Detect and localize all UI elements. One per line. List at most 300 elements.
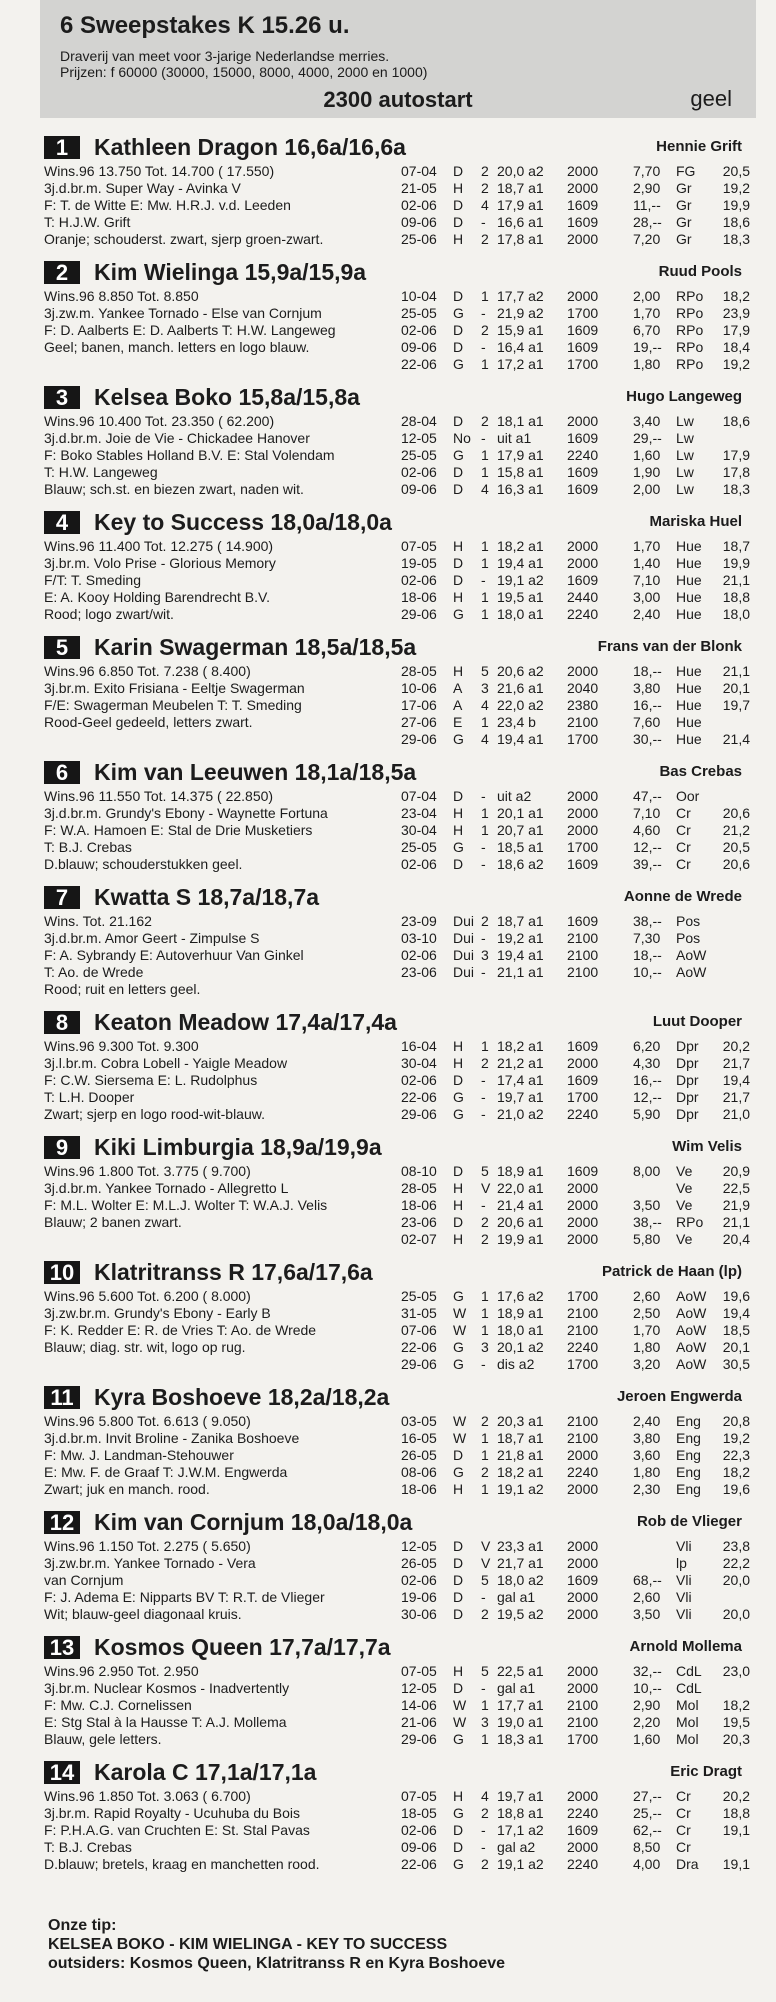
start-time: 22,0 a2 xyxy=(497,697,544,713)
start-row xyxy=(401,1305,756,1322)
start-date: 07-05 xyxy=(401,1663,437,1679)
info-line: Wins. Tot. 21.162 xyxy=(44,913,152,929)
start-dist: 1700 xyxy=(567,731,599,747)
info-line: Wins.96 5.600 Tot. 6.200 ( 8.000) xyxy=(44,1288,251,1304)
start-date: 12-05 xyxy=(401,1680,437,1696)
start-date: 25-06 xyxy=(401,231,437,247)
recent-starts xyxy=(401,1538,756,1623)
start-dist: 2000 xyxy=(567,1606,599,1622)
start-odds: 3,60 xyxy=(633,1447,661,1463)
start-row xyxy=(401,1589,756,1606)
start-code: D xyxy=(453,1214,464,1230)
horse-name: Karola C 17,1a/17,1a xyxy=(94,1759,317,1785)
info-line: 3j.d.br.m. Invit Broline - Zanika Boshoeve xyxy=(44,1430,300,1446)
recent-starts xyxy=(401,1163,756,1248)
start-date: 22-06 xyxy=(401,1089,437,1105)
start-number: 11 xyxy=(44,1386,80,1409)
start-time: 21,1 a1 xyxy=(497,964,544,980)
start-km: 23,9 xyxy=(722,305,750,321)
start-pos: - xyxy=(481,1589,486,1605)
start-date: 09-06 xyxy=(401,1839,437,1855)
start-odds: 2,60 xyxy=(633,1589,661,1605)
start-odds: 10,-- xyxy=(633,964,662,980)
start-time: 19,9 a1 xyxy=(497,1231,544,1247)
start-trainer: Gr xyxy=(676,197,692,213)
info-line: F: D. Aalberts E: D. Aalberts T: H.W. Langeweg xyxy=(44,322,336,338)
start-trainer: Hue xyxy=(676,714,702,730)
start-row xyxy=(401,788,756,805)
start-code: D xyxy=(453,1680,464,1696)
start-pos: 1 xyxy=(481,538,489,554)
start-dist: 1609 xyxy=(567,1072,599,1088)
start-odds: 16,-- xyxy=(633,697,662,713)
start-date: 03-05 xyxy=(401,1413,437,1429)
horse-entry xyxy=(40,1759,756,1885)
start-row xyxy=(401,839,756,856)
start-odds: 6,70 xyxy=(633,322,661,338)
start-date: 18-06 xyxy=(401,1481,437,1497)
start-odds: 1,70 xyxy=(633,538,661,554)
start-odds: 1,80 xyxy=(633,1464,661,1480)
start-pos: V xyxy=(481,1555,491,1571)
horse-name: Kwatta S 18,7a/18,7a xyxy=(94,884,320,910)
info-line: 3j.d.br.m. Joie de Vie - Chickadee Hanover xyxy=(44,430,310,446)
start-time: 19,4 a1 xyxy=(497,555,544,571)
start-code: H xyxy=(453,1038,464,1054)
start-odds: 4,60 xyxy=(633,822,661,838)
start-dist: 2100 xyxy=(567,930,599,946)
start-number: 7 xyxy=(44,886,80,909)
start-odds: 2,20 xyxy=(633,1714,661,1730)
start-odds: 3,40 xyxy=(633,413,661,429)
horse-info xyxy=(44,163,404,248)
start-time: 19,4 a1 xyxy=(497,947,544,963)
info-line: E: Mw. F. de Graaf T: J.W.M. Engwerda xyxy=(44,1464,288,1480)
start-date: 09-06 xyxy=(401,481,437,497)
start-pos: 1 xyxy=(481,1038,489,1054)
info-line: T: B.J. Crebas xyxy=(44,839,132,855)
start-time: 18,7 a1 xyxy=(497,1430,544,1446)
start-row xyxy=(401,1356,756,1373)
horse-entry xyxy=(40,1509,756,1635)
start-time: 21,0 a2 xyxy=(497,1106,544,1122)
start-km: 19,6 xyxy=(722,1288,750,1304)
info-line: F: P.H.A.G. van Cruchten E: St. Stal Pavas xyxy=(44,1822,310,1838)
start-code: W xyxy=(453,1714,467,1730)
start-odds: 2,90 xyxy=(633,180,661,196)
start-code: D xyxy=(453,339,464,355)
recent-starts xyxy=(401,1288,756,1373)
start-row xyxy=(401,1697,756,1714)
start-row xyxy=(401,697,756,714)
start-trainer: Dpr xyxy=(676,1038,699,1054)
start-odds: 1,70 xyxy=(633,305,661,321)
start-date: 30-06 xyxy=(401,1606,437,1622)
start-pos: 1 xyxy=(481,1288,489,1304)
start-row xyxy=(401,1839,756,1856)
start-row xyxy=(401,1106,756,1123)
start-dist: 2100 xyxy=(567,964,599,980)
info-line: 3j.d.br.m. Amor Geert - Zimpulse S xyxy=(44,930,260,946)
start-row xyxy=(401,1231,756,1248)
start-dist: 2000 xyxy=(567,822,599,838)
start-dist: 2240 xyxy=(567,1339,599,1355)
start-trainer: RPo xyxy=(676,322,704,338)
start-km: 22,3 xyxy=(722,1447,750,1463)
start-dist: 2000 xyxy=(567,180,599,196)
start-km: 21,1 xyxy=(722,572,750,588)
start-row xyxy=(401,964,756,981)
start-pos: 1 xyxy=(481,606,489,622)
start-date: 16-04 xyxy=(401,1038,437,1054)
start-trainer: Cr xyxy=(676,1839,691,1855)
start-pos: 1 xyxy=(481,822,489,838)
start-dist: 2100 xyxy=(567,1305,599,1321)
start-date: 29-06 xyxy=(401,606,437,622)
start-code: G xyxy=(453,1288,464,1304)
start-pos: 2 xyxy=(481,1606,489,1622)
start-trainer: Lw xyxy=(676,481,694,497)
info-line: Blauw; 2 banen zwart. xyxy=(44,1214,182,1230)
start-code: H xyxy=(453,663,464,679)
start-odds: 1,90 xyxy=(633,464,661,480)
start-date: 26-05 xyxy=(401,1447,437,1463)
driver-name: Bas Crebas xyxy=(659,763,742,780)
start-odds: 3,50 xyxy=(633,1606,661,1622)
start-pos: 2 xyxy=(481,1231,489,1247)
recent-starts xyxy=(401,1663,756,1748)
start-dist: 2000 xyxy=(567,1481,599,1497)
start-time: 16,3 a1 xyxy=(497,481,544,497)
start-time: 18,2 a1 xyxy=(497,1038,544,1054)
start-dist: 1609 xyxy=(567,1163,599,1179)
start-dist: 2240 xyxy=(567,1106,599,1122)
start-time: 18,6 a2 xyxy=(497,856,544,872)
info-line: Rood; ruit en letters geel. xyxy=(44,981,201,997)
start-odds: 3,20 xyxy=(633,1356,661,1372)
info-line: E: Stg Stal à la Hausse T: A.J. Mollema xyxy=(44,1714,287,1730)
recent-starts xyxy=(401,1788,756,1873)
start-odds: 3,80 xyxy=(633,1430,661,1446)
horse-name: Kathleen Dragon 16,6a/16,6a xyxy=(94,134,406,160)
start-time: 18,1 a1 xyxy=(497,413,544,429)
start-time: 23,3 a1 xyxy=(497,1538,544,1554)
info-line: F: W.A. Hamoen E: Stal de Drie Musketiers xyxy=(44,822,313,838)
start-row xyxy=(401,1430,756,1447)
start-pos: - xyxy=(481,339,486,355)
start-code: H xyxy=(453,1663,464,1679)
horse-entry xyxy=(40,1634,756,1760)
start-date: 28-04 xyxy=(401,413,437,429)
start-trainer: Eng xyxy=(676,1464,701,1480)
info-line: Wins.96 13.750 Tot. 14.700 ( 17.550) xyxy=(44,163,275,179)
start-trainer: AoW xyxy=(676,1356,707,1372)
start-km: 20,4 xyxy=(722,1231,750,1247)
start-row xyxy=(401,1038,756,1055)
start-code: D xyxy=(453,1589,464,1605)
horse-info xyxy=(44,1288,404,1356)
start-date: 07-04 xyxy=(401,163,437,179)
start-pos: 2 xyxy=(481,1055,489,1071)
start-date: 23-06 xyxy=(401,964,437,980)
info-line: Wins.96 5.800 Tot. 6.613 ( 9.050) xyxy=(44,1413,251,1429)
horse-entry xyxy=(40,884,756,1010)
start-km: 20,3 xyxy=(722,1731,750,1747)
start-dist: 1609 xyxy=(567,913,599,929)
driver-name: Arnold Mollema xyxy=(629,1638,742,1655)
start-time: 17,7 a2 xyxy=(497,288,544,304)
horse-info xyxy=(44,1663,404,1748)
start-date: 09-06 xyxy=(401,339,437,355)
start-km: 19,6 xyxy=(722,1481,750,1497)
race-start-type: 2300 autostart xyxy=(323,87,473,112)
info-line: Wins.96 6.850 Tot. 7.238 ( 8.400) xyxy=(44,663,251,679)
start-odds: 3,00 xyxy=(633,589,661,605)
start-km: 19,7 xyxy=(722,697,750,713)
start-pos: - xyxy=(481,572,486,588)
start-trainer: Gr xyxy=(676,214,692,230)
start-pos: 4 xyxy=(481,197,489,213)
recent-starts xyxy=(401,538,756,623)
start-date: 22-06 xyxy=(401,1856,437,1872)
start-pos: 2 xyxy=(481,1413,489,1429)
start-dist: 2040 xyxy=(567,680,599,696)
start-trainer: Vli xyxy=(676,1572,692,1588)
start-odds: 8,50 xyxy=(633,1839,661,1855)
info-line: F: A. Sybrandy E: Autoverhuur Van Ginkel xyxy=(44,947,304,963)
start-row xyxy=(401,589,756,606)
horse-entry xyxy=(40,134,756,260)
start-time: 20,6 a2 xyxy=(497,663,544,679)
start-row xyxy=(401,1288,756,1305)
start-pos: - xyxy=(481,930,486,946)
start-time: 21,6 a1 xyxy=(497,680,544,696)
start-km: 19,1 xyxy=(722,1856,750,1872)
start-pos: 1 xyxy=(481,1697,489,1713)
start-dist: 1609 xyxy=(567,856,599,872)
info-line: F: Mw. J. Landman-Stehouwer xyxy=(44,1447,234,1463)
start-odds: 2,30 xyxy=(633,1481,661,1497)
start-trainer: AoW xyxy=(676,964,707,980)
start-dist: 2000 xyxy=(567,538,599,554)
start-km: 17,9 xyxy=(722,447,750,463)
start-pos: V xyxy=(481,1180,491,1196)
start-dist: 2240 xyxy=(567,447,599,463)
start-pos: - xyxy=(481,1072,486,1088)
start-row xyxy=(401,680,756,697)
info-line: Wins.96 1.800 Tot. 3.775 ( 9.700) xyxy=(44,1163,251,1179)
start-trainer: Dpr xyxy=(676,1106,699,1122)
start-time: 21,9 a2 xyxy=(497,305,544,321)
start-pos: 3 xyxy=(481,1714,489,1730)
horse-info xyxy=(44,913,404,998)
start-date: 14-06 xyxy=(401,1697,437,1713)
start-time: 17,1 a2 xyxy=(497,1822,544,1838)
start-number: 2 xyxy=(44,261,80,284)
start-time: 17,9 a1 xyxy=(497,447,544,463)
start-pos: 2 xyxy=(481,1805,489,1821)
start-trainer: Mol xyxy=(676,1714,699,1730)
start-date: 25-05 xyxy=(401,839,437,855)
start-dist: 2000 xyxy=(567,1197,599,1213)
start-trainer: Cr xyxy=(676,839,691,855)
start-number: 14 xyxy=(44,1761,80,1784)
start-number: 8 xyxy=(44,1011,80,1034)
start-km: 18,4 xyxy=(722,339,750,355)
start-pos: 5 xyxy=(481,1163,489,1179)
start-km: 18,2 xyxy=(722,1697,750,1713)
start-time: 19,7 a1 xyxy=(497,1788,544,1804)
start-time: 19,7 a1 xyxy=(497,1089,544,1105)
driver-name: Hugo Langeweg xyxy=(626,388,742,405)
start-trainer: Cr xyxy=(676,856,691,872)
start-km: 19,2 xyxy=(722,356,750,372)
driver-name: Eric Dragt xyxy=(670,1763,742,1780)
start-time: 17,4 a1 xyxy=(497,1072,544,1088)
start-odds: 68,-- xyxy=(633,1572,662,1588)
start-pos: - xyxy=(481,214,486,230)
start-time: 17,6 a2 xyxy=(497,1288,544,1304)
start-dist: 2000 xyxy=(567,1680,599,1696)
start-date: 18-05 xyxy=(401,1805,437,1821)
start-dist: 2240 xyxy=(567,606,599,622)
start-km: 21,2 xyxy=(722,822,750,838)
start-km: 23,0 xyxy=(722,1663,750,1679)
start-dist: 2000 xyxy=(567,1663,599,1679)
horse-name: Key to Success 18,0a/18,0a xyxy=(94,509,392,535)
info-line: 3j.d.br.m. Grundy's Ebony - Waynette Fortuna xyxy=(44,805,328,821)
info-line: T: H.J.W. Grift xyxy=(44,214,131,230)
start-date: 19-05 xyxy=(401,555,437,571)
start-km: 30,5 xyxy=(722,1356,750,1372)
start-odds: 27,-- xyxy=(633,1788,662,1804)
start-pos: 2 xyxy=(481,1214,489,1230)
start-date: 02-06 xyxy=(401,464,437,480)
horse-info xyxy=(44,1163,404,1231)
start-odds: 3,80 xyxy=(633,680,661,696)
start-time: 21,2 a1 xyxy=(497,1055,544,1071)
start-dist: 1609 xyxy=(567,1038,599,1054)
horse-name: Kyra Boshoeve 18,2a/18,2a xyxy=(94,1384,390,1410)
info-line: 3j.l.br.m. Cobra Lobell - Yaigle Meadow xyxy=(44,1055,288,1071)
start-km: 21,9 xyxy=(722,1197,750,1213)
start-code: G xyxy=(453,606,464,622)
start-row xyxy=(401,555,756,572)
start-time: 21,8 a1 xyxy=(497,1447,544,1463)
start-row xyxy=(401,447,756,464)
start-code: D xyxy=(453,163,464,179)
info-line: 3j.zw.br.m. Yankee Tornado - Vera xyxy=(44,1555,256,1571)
start-pos: 1 xyxy=(481,356,489,372)
start-odds: 7,20 xyxy=(633,231,661,247)
start-pos: - xyxy=(481,1822,486,1838)
info-line: Geel; banen, manch. letters en logo blauw. xyxy=(44,339,310,355)
start-code: A xyxy=(453,680,463,696)
start-dist: 1609 xyxy=(567,572,599,588)
start-date: 22-06 xyxy=(401,356,437,372)
info-line: D.blauw; bretels, kraag en manchetten rood. xyxy=(44,1856,320,1872)
start-time: 20,1 a1 xyxy=(497,805,544,821)
race-colour: geel xyxy=(690,86,732,111)
start-dist: 1609 xyxy=(567,1572,599,1588)
start-pos: 3 xyxy=(481,680,489,696)
start-pos: 4 xyxy=(481,1788,489,1804)
start-pos: 2 xyxy=(481,1464,489,1480)
start-code: D xyxy=(453,1538,464,1554)
start-code: G xyxy=(453,839,464,855)
start-code: H xyxy=(453,538,464,554)
start-odds: 8,00 xyxy=(633,1163,661,1179)
start-date: 30-04 xyxy=(401,822,437,838)
start-row xyxy=(401,481,756,498)
start-dist: 2000 xyxy=(567,1839,599,1855)
start-row xyxy=(401,930,756,947)
start-row xyxy=(401,464,756,481)
start-dist: 2440 xyxy=(567,589,599,605)
start-km: 20,9 xyxy=(722,1163,750,1179)
start-date: 29-06 xyxy=(401,1356,437,1372)
start-time: 18,9 a1 xyxy=(497,1163,544,1179)
start-code: G xyxy=(453,1339,464,1355)
start-trainer: Mol xyxy=(676,1697,699,1713)
start-km: 20,0 xyxy=(722,1606,750,1622)
start-date: 29-06 xyxy=(401,731,437,747)
start-time: 15,8 a1 xyxy=(497,464,544,480)
recent-starts xyxy=(401,163,756,248)
horse-info xyxy=(44,413,404,498)
horse-entry xyxy=(40,1134,756,1260)
tip-picks: KELSEA BOKO - KIM WIELINGA - KEY TO SUCCESS xyxy=(48,1936,448,1953)
start-dist: 2000 xyxy=(567,163,599,179)
start-row xyxy=(401,1555,756,1572)
start-trainer: Eng xyxy=(676,1413,701,1429)
info-line: F: Boko Stables Holland B.V. E: Stal Volendam xyxy=(44,447,335,463)
start-code: Dui xyxy=(453,930,475,946)
start-date: 12-05 xyxy=(401,1538,437,1554)
start-km: 18,7 xyxy=(722,538,750,554)
start-km: 19,9 xyxy=(722,555,750,571)
start-trainer: Cr xyxy=(676,805,691,821)
start-time: 18,0 a1 xyxy=(497,606,544,622)
start-time: gal a2 xyxy=(497,1839,536,1855)
start-trainer: RPo xyxy=(676,339,704,355)
start-row xyxy=(401,1538,756,1555)
info-line: T: B.J. Crebas xyxy=(44,1839,132,1855)
start-row xyxy=(401,197,756,214)
start-odds: 2,40 xyxy=(633,606,661,622)
start-date: 07-04 xyxy=(401,788,437,804)
start-code: D xyxy=(453,197,464,213)
start-pos: 5 xyxy=(481,1663,489,1679)
start-code: D xyxy=(453,1072,464,1088)
start-odds: 16,-- xyxy=(633,1072,662,1088)
start-km: 19,9 xyxy=(722,197,750,213)
start-code: G xyxy=(453,1805,464,1821)
start-code: G xyxy=(453,1356,464,1372)
start-odds: 7,70 xyxy=(633,163,661,179)
start-row xyxy=(401,1572,756,1589)
info-line: Wins.96 11.400 Tot. 12.275 ( 14.900) xyxy=(44,538,274,554)
start-time: 18,8 a1 xyxy=(497,1805,544,1821)
start-odds: 2,00 xyxy=(633,288,661,304)
start-km: 18,6 xyxy=(722,214,750,230)
start-code: D xyxy=(453,1572,464,1588)
race-description xyxy=(60,48,427,80)
start-row xyxy=(401,714,756,731)
start-odds: 1,80 xyxy=(633,1339,661,1355)
start-time: 19,5 a2 xyxy=(497,1606,544,1622)
start-dist: 2380 xyxy=(567,697,599,713)
